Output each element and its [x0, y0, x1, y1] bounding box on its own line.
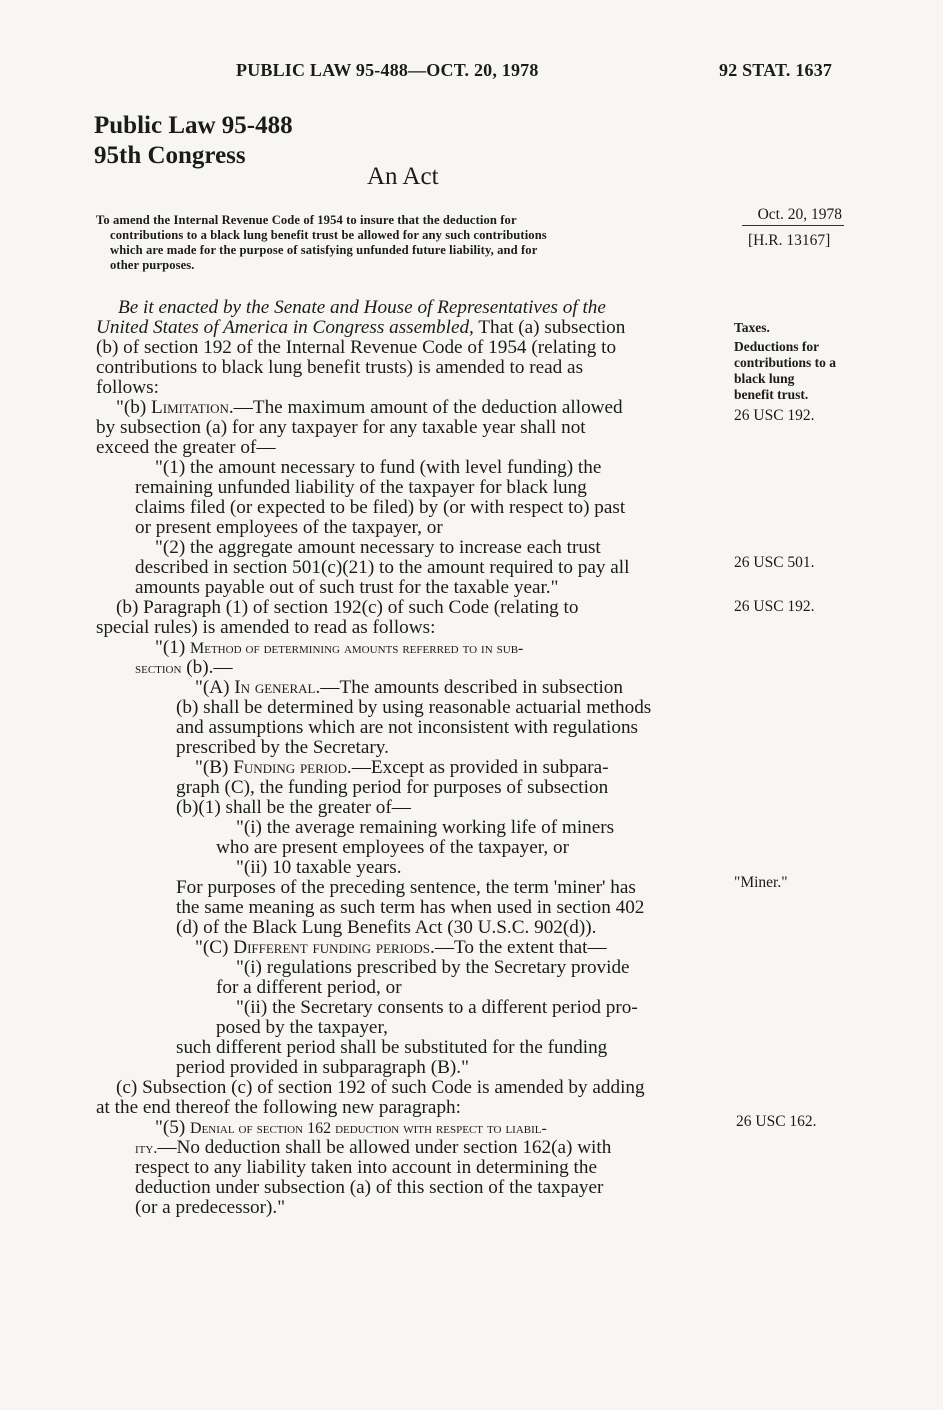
margin-usc-162: 26 USC 162.	[736, 1113, 817, 1130]
margin-date: Oct. 20, 1978	[742, 205, 844, 226]
body-line	[195, 678, 623, 698]
margin-note-line: benefit trust.	[734, 387, 809, 402]
purpose-line: other purposes.	[110, 258, 195, 272]
section-heading: Different funding periods.	[233, 937, 435, 958]
enacting-clause: Be it enacted by the Senate and House of Representatives of the	[118, 297, 606, 318]
margin-miner: "Miner."	[734, 874, 788, 891]
section-heading: section	[135, 660, 182, 677]
body-line	[195, 758, 609, 778]
public-law-number: Public Law 95-488	[94, 112, 293, 139]
body-line: amounts payable out of such trust for the taxable year."	[135, 577, 559, 598]
body-line	[195, 938, 607, 958]
body-line: by subsection (a) for any taxpayer for any taxable year shall not	[96, 417, 586, 438]
section-heading: Funding period.	[233, 757, 352, 778]
body-text: —To the extent that—	[434, 937, 607, 958]
act-title: An Act	[367, 163, 439, 190]
body-text: —Except as provided in subpara-	[351, 757, 609, 778]
body-line: special rules) is amended to read as follows:	[96, 617, 436, 638]
body-line: (c) Subsection (c) of section 192 of such Code is amended by adding	[116, 1077, 645, 1098]
body-line: graph (C), the funding period for purposes of subsection	[176, 777, 609, 798]
body-line: or present employees of the taxpayer, or	[135, 517, 443, 538]
body-line: for a different period, or	[216, 977, 402, 998]
body-line: "(i) regulations prescribed by the Secretary provide	[236, 957, 630, 978]
purpose-line: To amend the Internal Revenue Code of 1954 to insure that the deduction for	[96, 213, 517, 227]
body-line: (b) of section 192 of the Internal Revenue Code of 1954 (relating to	[96, 337, 617, 358]
body-line: (b)(1) shall be the greater of—	[176, 797, 411, 818]
body-text: That (a) subsection	[473, 317, 626, 338]
purpose-line: which are made for the purpose of satisfying unfunded future liability, and for	[110, 243, 538, 257]
body-line: (b) Paragraph (1) of section 192(c) of such Code (relating to	[116, 597, 579, 618]
margin-bill-number: [H.R. 13167]	[748, 232, 831, 249]
body-line	[96, 318, 625, 338]
body-text: —The maximum amount of the deduction allowed	[233, 397, 623, 418]
margin-usc-192-second: 26 USC 192.	[734, 598, 815, 615]
body-line: respect to any liability taken into account in determining the	[135, 1157, 597, 1178]
section-heading: In general.	[234, 677, 321, 698]
margin-note-line: Deductions for	[734, 339, 820, 354]
margin-note-deductions	[734, 339, 836, 403]
enacting-clause-cont: United States of America in Congress assembled,	[96, 317, 474, 338]
body-line: For purposes of the preceding sentence, the term 'miner' has	[176, 877, 636, 898]
body-line: described in section 501(c)(21) to the amount required to pay all	[135, 557, 630, 578]
body-text: —No deduction shall be allowed under section 162(a) with	[157, 1137, 612, 1158]
body-line: remaining unfunded liability of the taxpayer for black lung	[135, 477, 587, 498]
body-text: "(A)	[195, 677, 235, 698]
body-line	[135, 1138, 611, 1159]
body-line: deduction under subsection (a) of this section of the taxpayer	[135, 1177, 604, 1198]
body-line: posed by the taxpayer,	[216, 1017, 388, 1038]
body-line: "(i) the average remaining working life of miners	[236, 817, 615, 838]
body-line	[155, 1118, 547, 1139]
body-text: —The amounts described in subsection	[320, 677, 623, 698]
section-heading: Denial of section 162 deduction with respect to liabil-	[190, 1120, 547, 1137]
body-line: follows:	[96, 377, 159, 398]
body-line	[155, 638, 523, 659]
body-line: who are present employees of the taxpayer, or	[216, 837, 569, 858]
body-line: claims filed (or expected to be filed) by (or with respect to) past	[135, 497, 626, 518]
body-text: "(b)	[116, 397, 152, 418]
margin-note-line: contributions to a	[734, 355, 837, 370]
body-line: "(2) the aggregate amount necessary to increase each trust	[155, 537, 601, 558]
section-heading: Limitation.	[151, 397, 234, 418]
margin-note-line: black lung	[734, 371, 795, 386]
body-text: "(C)	[195, 937, 234, 958]
body-text: "(1)	[155, 637, 191, 658]
body-line: exceed the greater of—	[96, 437, 276, 458]
body-line: (d) of the Black Lung Benefits Act (30 U.S.C. 902(d)).	[176, 917, 597, 938]
margin-usc-501: 26 USC 501.	[734, 554, 815, 571]
stat-page-number: 92 STAT. 1637	[719, 60, 833, 80]
body-line: contributions to black lung benefit trusts) is amended to read as	[96, 357, 584, 378]
body-line	[116, 398, 623, 418]
body-text: "(B)	[195, 757, 234, 778]
body-line: the same meaning as such term has when used in section 402	[176, 897, 645, 918]
section-heading: ity.	[135, 1140, 158, 1157]
body-line	[135, 658, 233, 679]
body-text: (b).—	[181, 657, 233, 678]
purpose-line: contributions to a black lung benefit trust be allowed for any such contributions	[110, 228, 547, 242]
body-line: (b) shall be determined by using reasonable actuarial methods	[176, 697, 652, 718]
section-heading: Method of determining amounts referred to in sub-	[190, 640, 524, 657]
congress-number: 95th Congress	[94, 142, 246, 169]
running-header-title: PUBLIC LAW 95-488—OCT. 20, 1978	[236, 60, 539, 80]
body-line: prescribed by the Secretary.	[176, 737, 389, 758]
body-text: "(5)	[155, 1117, 191, 1138]
act-purpose	[96, 213, 718, 273]
body-line: "(1) the amount necessary to fund (with level funding) the	[155, 457, 602, 478]
body-line: at the end thereof the following new paragraph:	[96, 1097, 461, 1118]
body-line: "(ii) the Secretary consents to a different period pro-	[236, 997, 638, 1018]
body-line: period provided in subparagraph (B)."	[176, 1057, 469, 1078]
margin-usc-192: 26 USC 192.	[734, 407, 815, 424]
body-line: and assumptions which are not inconsistent with regulations	[176, 717, 639, 738]
body-line: "(ii) 10 taxable years.	[236, 857, 402, 878]
body-line: (or a predecessor)."	[135, 1197, 286, 1218]
body-line: such different period shall be substituted for the funding	[176, 1037, 608, 1058]
margin-note-taxes: Taxes.	[734, 320, 770, 335]
